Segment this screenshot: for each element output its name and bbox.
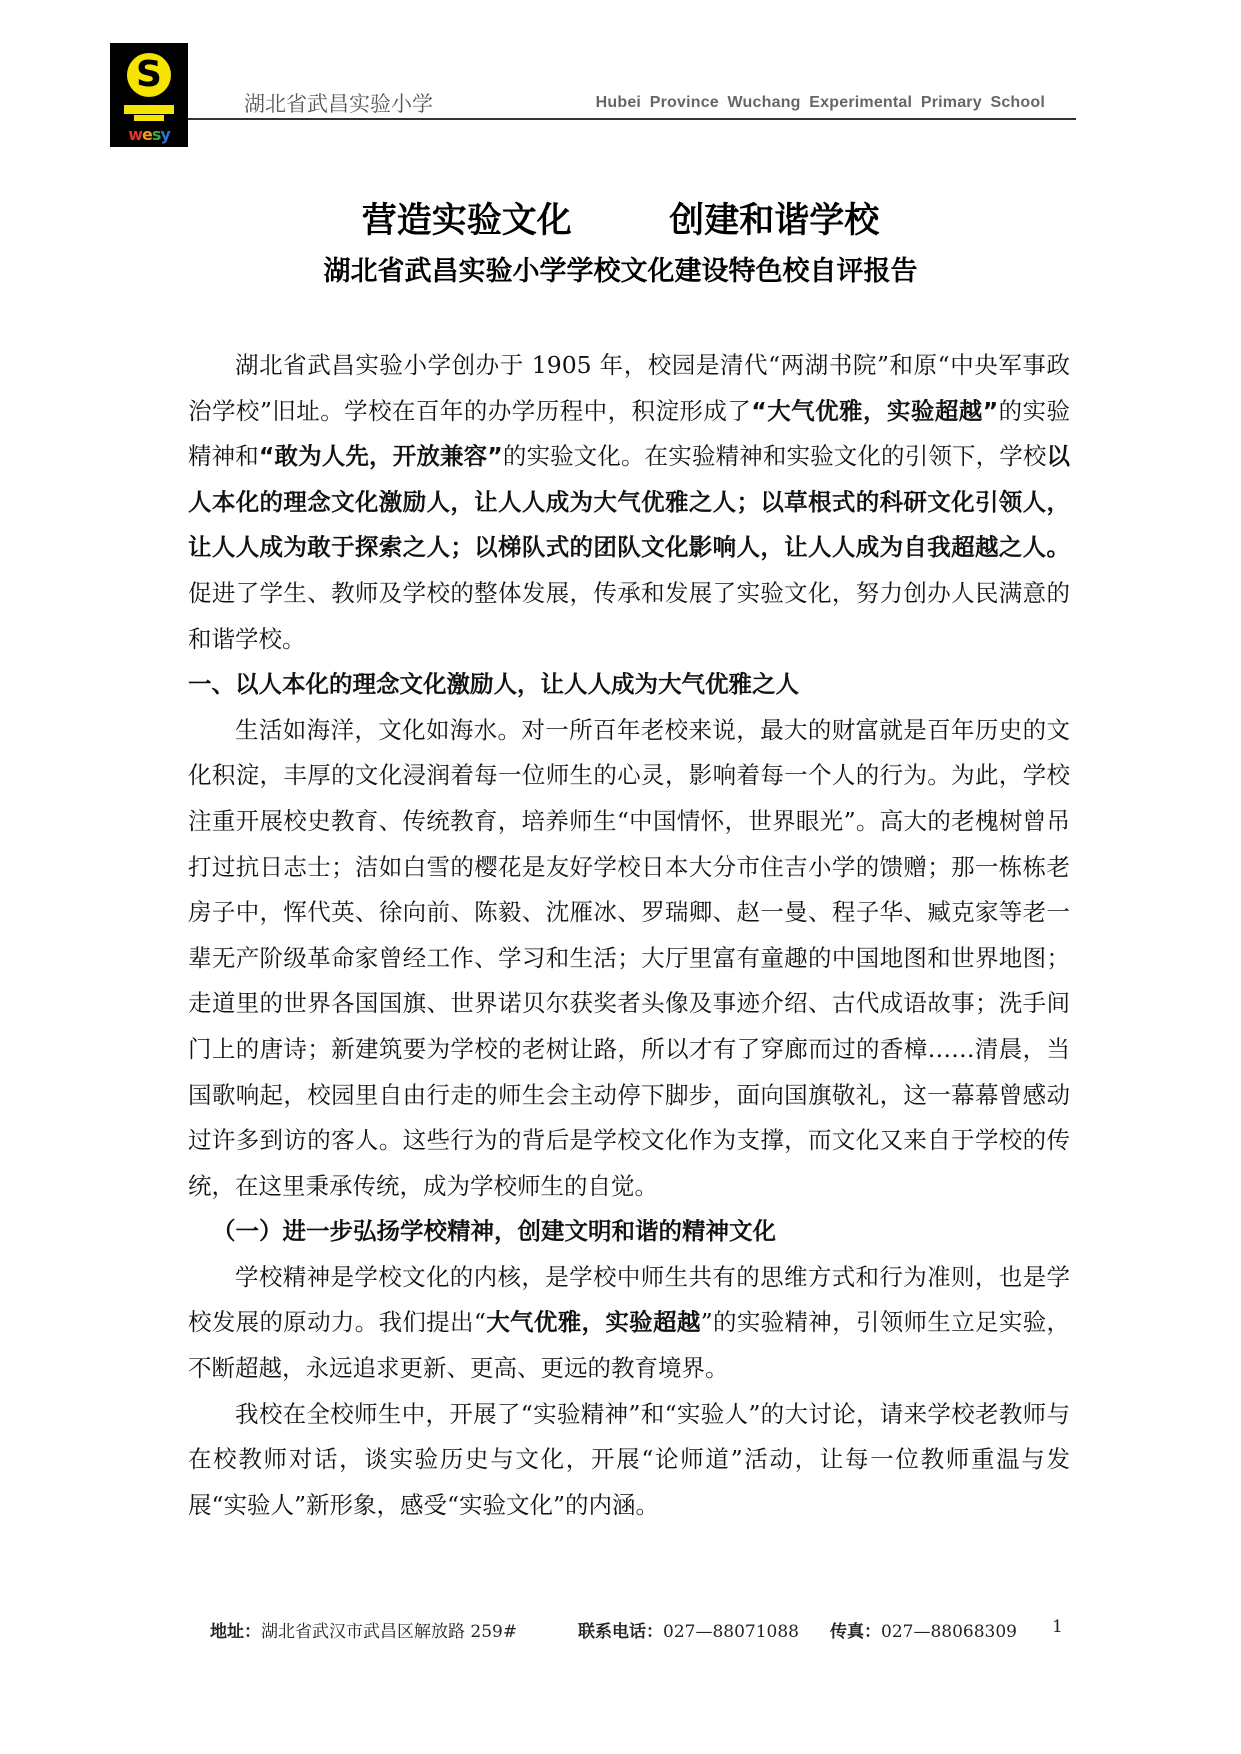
logo-lettering: wesy — [128, 125, 170, 144]
footer-address — [210, 1617, 517, 1642]
spirit-bold: 大气优雅，实验超越 — [485, 1308, 701, 1337]
section-heading-1: 一、以人本化的理念文化激励人，让人人成为大气优雅之人 — [188, 670, 799, 699]
paragraph-intro — [188, 343, 1070, 662]
footer-address-value: 湖北省武汉市武昌区解放路 259# — [261, 1622, 518, 1642]
intro-text-1: 湖北省武昌实验小学创办于 1905 年，校园是清代“两湖书院”和原“中央军事政治学校”旧址。学校在百年的办学历程中，积淀形成了 — [188, 351, 1070, 425]
intro-text-4: 促进了学生、教师及学校的整体发展，传承和发展了实验文化，努力创办人民满意的和谐学校。 — [188, 578, 1070, 653]
document-title: 营造实验文化 创建和谐学校 — [361, 201, 880, 241]
footer-address-label: 地址： — [210, 1622, 261, 1642]
intro-text-2: 的实验精神和 — [188, 396, 1071, 471]
page-number: 1 — [1052, 1617, 1063, 1637]
header-divider — [188, 118, 1076, 120]
header-school-name-cn: 湖北省武昌实验小学 — [244, 92, 433, 116]
intro-bold-strategy: 以人本化的理念文化激励人，让人人成为大气优雅之人；以草根式的科研文化引领人，让人人成为敢于探索之人；以梯队式的团队文化影响人，让人人成为自我超越之人。 — [188, 442, 1071, 562]
school-logo — [110, 43, 188, 147]
subsection-heading-1: （一）进一步弘扬学校精神，创建文明和谐的精神文化 — [212, 1217, 776, 1246]
logo-book-shape — [124, 105, 174, 114]
footer-fax-value: 027—88068309 — [881, 1622, 1017, 1642]
intro-bold-spirit: “大气优雅，实验超越” — [751, 396, 999, 425]
spirit-text-1: 学校精神是学校文化的内核，是学校中师生共有的思维方式和行为准则，也是学校发展的原动力。我们提出“ — [188, 1262, 1070, 1337]
footer-fax — [830, 1617, 1017, 1642]
intro-bold-culture: “敢为人先，开放兼容” — [258, 442, 503, 471]
footer-fax-label: 传真： — [830, 1622, 881, 1642]
header-school-name-en: Hubei Province Wuchang Experimental Primary School — [595, 94, 1045, 111]
paragraph-section-1: 生活如海洋，文化如海水。对一所百年老校来说，最大的财富就是百年历史的文化积淀，丰厚的文化浸润着每一位师生的心灵，影响着每一个人的行为。为此，学校注重开展校史教育、传统教育，培养师生“中国情怀，世界眼光”。高大的老槐树曾吊打过抗日志士；洁如白雪的樱花是友好学校日本大分市住吉小学的馈赠；那一栋栋老房子中，恽代英、徐向前、陈毅、沈雁冰、罗瑞卿、赵一曼、程子华、臧克家等老一辈无产阶级革命家曾经工作、学习和生活；大厅里富有童趣的中国地图和世界地图；走道里的世界各国国旗、世界诺贝尔获奖者头像及事迹介绍、古代成语故事；洗手间门上的唐诗；新建筑要为学校的老树让路，所以才有了穿廊而过的香樟……清晨，当国歌响起，校园里自由行走的师生会主动停下脚步，面向国旗敬礼，这一幕幕曾感动过许多到访的客人。这些行为的背后是学校文化作为支撑，而文化又来自于学校的传统，在这里秉承传统，成为学校师生的自觉。 — [188, 715, 1070, 1200]
spirit-text-2: ”的实验精神，引领师生立足实验，不断超越，永远追求更新、更高、更远的教育境界。 — [188, 1308, 1071, 1383]
footer-phone-label: 联系电话： — [578, 1622, 663, 1642]
footer-phone-value: 027—88071088 — [663, 1622, 799, 1642]
logo-s-mark: S — [136, 54, 162, 95]
paragraph-discussion: 我校在全校师生中，开展了“实验精神”和“实验人”的大讨论，请来学校老教师与在校教师对话，谈实验历史与文化，开展“论师道”活动，让每一位教师重温与发展“实验人”新形象，感受“实验文化”的内涵。 — [188, 1399, 1070, 1519]
document-subtitle: 湖北省武昌实验小学学校文化建设特色校自评报告 — [323, 256, 918, 287]
paragraph-school-spirit — [188, 1255, 1070, 1392]
document-body — [188, 343, 1070, 1528]
logo-book-base — [134, 115, 164, 121]
intro-text-3: 的实验文化。在实验精神和实验文化的引领下，学校 — [502, 442, 1047, 471]
footer-phone — [578, 1617, 799, 1642]
